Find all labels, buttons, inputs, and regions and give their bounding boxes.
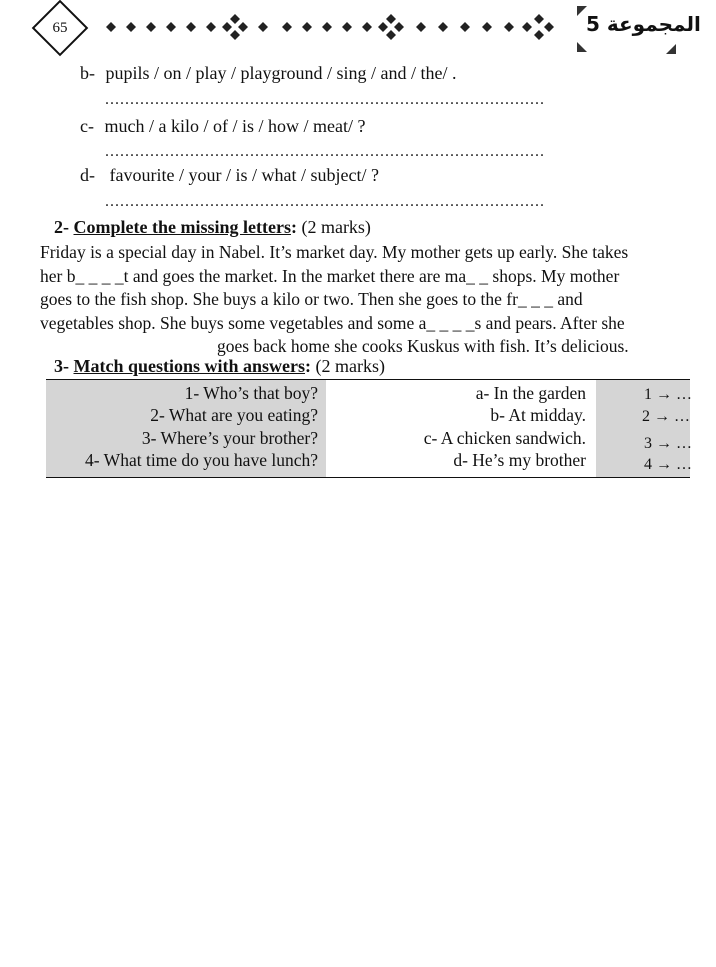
questions-column — [46, 380, 326, 477]
diamond-ornament-icon — [438, 22, 448, 32]
answers-column — [326, 380, 596, 477]
item-label: b- — [80, 63, 95, 83]
exercise-colon: : — [305, 356, 312, 376]
diamond-ornament-icon — [522, 22, 532, 32]
diamond-ornament-icon — [534, 30, 544, 40]
paragraph-line: goes to the fish shop. She buys a kilo or two. Then she goes to the fr_ _ _ and — [40, 289, 583, 309]
group-title: المجموعة 5 — [586, 12, 701, 36]
exercise2-paragraph — [40, 241, 650, 359]
exercise-title: Match questions with answers — [73, 356, 306, 376]
sentence-item-c — [80, 116, 365, 137]
diamond-ornament-icon — [230, 14, 240, 24]
paragraph-line: her b_ _ _ _t and goes the market. In the market there are ma_ _ shops. My mother — [40, 265, 620, 286]
item-text: much / a kilo / of / is / how / meat/ ? — [104, 116, 366, 136]
item-text: pupils / on / play / playground / sing / and / the/ . — [105, 63, 457, 83]
diamond-ornament-icon — [166, 22, 176, 32]
paragraph-line: vegetables shop. She buys some vegetables and some a_ _ _ _s and pears. After she — [40, 312, 625, 333]
diamond-ornament-icon — [302, 22, 312, 32]
diamond-ornament-icon — [504, 22, 514, 32]
match-table — [46, 379, 690, 478]
diamond-ornament-icon — [222, 22, 232, 32]
diamond-ornament-icon — [206, 22, 216, 32]
diamond-ornament-icon — [106, 22, 116, 32]
exercise2-heading — [54, 217, 371, 238]
answer-item: b- At midday. — [490, 405, 586, 425]
sentence-item-d — [80, 165, 379, 186]
diamond-ornament-icon — [238, 22, 248, 32]
paragraph-line: Friday is a special day in Nabel. It’s market day. My mother gets up early. She takes — [40, 242, 629, 262]
exercise-colon: : — [290, 217, 297, 237]
match-slot[interactable]: 2 → … — [642, 408, 690, 425]
sentence-item-b — [80, 63, 456, 84]
item-label: d- — [80, 165, 95, 185]
exercise-title: Complete the missing letters — [73, 217, 291, 237]
answer-item: d- He’s my brother — [453, 450, 586, 470]
diamond-ornament-icon — [342, 22, 352, 32]
question-item: 2- What are you eating? — [150, 405, 318, 425]
answer-line[interactable]: ........................................................................................ — [105, 91, 545, 108]
diamond-ornament-icon — [282, 22, 292, 32]
diamond-ornament-icon — [386, 14, 396, 24]
page-header — [0, 0, 716, 60]
item-label: c- — [80, 116, 94, 136]
matching-column — [596, 380, 690, 477]
diamond-ornament-icon — [460, 22, 470, 32]
diamond-ornament-icon — [386, 30, 396, 40]
diamond-ornament-icon — [186, 22, 196, 32]
exercise-marks: (2 marks) — [296, 217, 371, 237]
paragraph-line: goes back home she cooks Kuskus with fish. It’s delicious. — [217, 336, 629, 356]
diamond-ornament-icon — [126, 22, 136, 32]
diamond-ornament-icon — [394, 22, 404, 32]
page-number: 65 — [52, 19, 68, 36]
question-item: 4- What time do you have lunch? — [85, 450, 318, 470]
question-item: 1- Who’s that boy? — [184, 383, 318, 403]
diamond-ornament-icon — [544, 22, 554, 32]
answer-line[interactable]: ........................................................................................ — [105, 143, 545, 160]
match-slot[interactable]: 3 → … — [644, 435, 692, 452]
decorative-diamond-border — [98, 12, 566, 42]
diamond-ornament-icon — [416, 22, 426, 32]
diamond-ornament-icon — [230, 30, 240, 40]
diamond-ornament-icon — [258, 22, 268, 32]
exercise-marks: (2 marks) — [311, 356, 385, 376]
exercise3-heading — [54, 356, 385, 377]
diamond-ornament-icon — [146, 22, 156, 32]
corner-triangle-icon — [577, 42, 589, 54]
answer-line[interactable]: ........................................................................................ — [105, 193, 545, 210]
diamond-ornament-icon — [362, 22, 372, 32]
question-item: 3- Where’s your brother? — [141, 428, 318, 448]
match-slot[interactable]: 4 → … — [644, 456, 692, 473]
answer-item: c- A chicken sandwich. — [423, 428, 586, 448]
diamond-ornament-icon — [482, 22, 492, 32]
match-slot[interactable]: 1 → … — [644, 386, 692, 403]
diamond-ornament-icon — [534, 14, 544, 24]
corner-triangle-icon — [666, 44, 678, 56]
item-text: favourite / your / is / what / subject/ ? — [109, 165, 379, 185]
diamond-ornament-icon — [322, 22, 332, 32]
exercise-number: 3- — [54, 356, 69, 376]
exercise-number: 2- — [54, 217, 69, 237]
diamond-ornament-icon — [378, 22, 388, 32]
answer-item: a- In the garden — [475, 383, 586, 403]
